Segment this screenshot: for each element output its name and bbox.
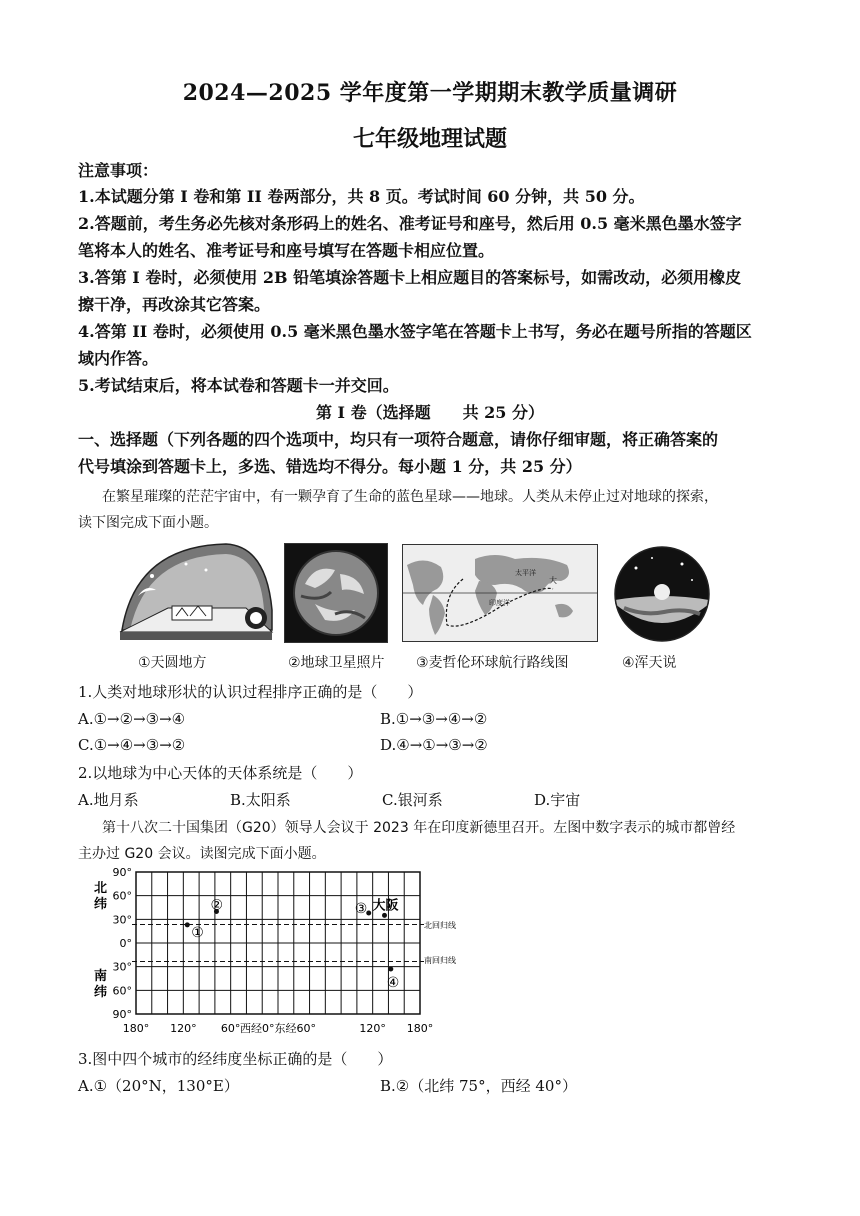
osaka-point: [382, 913, 387, 918]
notice-line-3: 笔将本人的姓名、准考证号和座号填写在答题卡相应位置。: [78, 241, 495, 260]
notice-line-7: 域内作答。: [78, 349, 159, 368]
caption-1: ①天圆地方: [138, 655, 207, 671]
lon-tick-label: 180°: [406, 1022, 434, 1035]
notice-line-5: 擦干净，再改涂其它答案。: [78, 295, 271, 314]
huntian-figure: [612, 544, 712, 644]
q1-option-c: C.①→④→③→②: [78, 736, 186, 754]
tropic-north-label: 北回归线: [424, 921, 456, 930]
q3-option-b: B.②（北纬 75°，西经 40°）: [380, 1077, 577, 1095]
city-point: [185, 922, 190, 927]
passage1-line2: 读下图完成下面小题。: [78, 515, 218, 531]
city-label: ④: [386, 975, 400, 992]
north-lat-char: 纬: [94, 897, 108, 912]
map-label-pacific: 太平洋: [515, 569, 536, 577]
q3-stem: 3.图中四个城市的经纬度坐标正确的是（ ）: [78, 1050, 393, 1068]
lat-tick-label: 60°: [112, 984, 132, 998]
q2-option-a: A.地月系: [78, 791, 139, 809]
notice-line-4: 3.答第 I 卷时，必须使用 2B 铅笔填涂答题卡上相应题目的答案标号，如需改动，必须用橡皮: [78, 268, 742, 287]
lon-tick-label: 60°: [220, 1022, 241, 1035]
q1-option-d: D.④→①→③→②: [380, 736, 488, 754]
lat-tick-label: 60°: [112, 889, 132, 903]
osaka-label: 大阪: [372, 898, 399, 914]
lon-tick-label: 180°: [122, 1022, 150, 1035]
passage2-line2: 主办过 G20 会议。读图完成下面小题。: [78, 846, 326, 862]
q2-option-c: C.银河系: [382, 791, 443, 809]
north-lat-char: 北: [94, 881, 108, 896]
lon-tick-label: 120°: [359, 1022, 386, 1035]
tropic-south-label: 南回归线: [424, 956, 456, 965]
city-point: [388, 967, 393, 972]
q3-option-a: A.①（20°N，130°E）: [78, 1077, 239, 1095]
notice-heading: 注意事项：: [78, 161, 159, 180]
notice-line-2: 2.答题前，考生务必先核对条形码上的姓名、准考证号和座号，然后用 0.5 毫米黑色墨水签字: [78, 214, 742, 233]
south-lat-char: 南: [94, 969, 108, 984]
lon-tick-label: 西经0°东经60°: [240, 1022, 316, 1035]
passage1-line1: 在繁星璀璨的茫茫宇宙中，有一颗孕育了生命的蓝色星球——地球。人类从未停止过对地球的探索，: [102, 489, 718, 505]
q2-stem: 2.以地球为中心天体的天体系统是（ ）: [78, 764, 363, 782]
q2-option-d: D.宇宙: [534, 791, 581, 809]
notice-line-1: 1.本试题分第 I 卷和第 II 卷两部分，共 8 页。考试时间 60 分钟，共 50 分。: [78, 187, 645, 206]
notice-line-8: 5.考试结束后，将本试卷和答题卡一并交回。: [78, 376, 399, 395]
city-label: ③: [354, 901, 368, 918]
q1-option-b: B.①→③→④→②: [380, 710, 488, 728]
q2-option-b: B.太阳系: [230, 791, 291, 809]
lat-tick-label: 30°: [112, 960, 132, 974]
lat-tick-label: 90°: [112, 866, 132, 879]
caption-2: ②地球卫星照片: [288, 655, 385, 671]
lon-tick-label: 120°: [170, 1022, 197, 1035]
exam-title: 2024—2025 学年度第一学期期末教学质量调研: [182, 80, 678, 106]
caption-4: ④浑天说: [622, 655, 677, 671]
satellite-photo-figure: [284, 543, 388, 643]
exam-subtitle: 七年级地理试题: [352, 126, 507, 152]
tianyuan-difang-figure: [116, 540, 276, 644]
city-label: ①: [191, 924, 204, 941]
city-label: ②: [210, 897, 224, 914]
magellan-route-figure: [402, 544, 598, 642]
lat-tick-label: 90°: [112, 1008, 132, 1021]
section-instruction-2: 代号填涂到答题卡上，多选、错选均不得分。每小题 1 分，共 25 分）: [78, 457, 582, 476]
lat-tick-label: 30°: [112, 913, 132, 927]
section-title: 第 I 卷（选择题 共 25 分）: [315, 403, 545, 422]
notice-line-6: 4.答第 II 卷时，必须使用 0.5 毫米黑色墨水签字笔在答题卡上书写，务必在题号所指的答题区: [78, 322, 752, 341]
map-label-da: 大: [549, 576, 557, 585]
caption-3: ③麦哲伦环球航行路线图: [416, 655, 569, 671]
q1-option-a: A.①→②→③→④: [78, 710, 186, 728]
lat-tick-label: 0°: [119, 937, 132, 950]
map-label-indian: 印度洋: [489, 599, 510, 607]
section-instruction-1: 一、选择题（下列各题的四个选项中，均只有一项符合题意，请你仔细审题，将正确答案的: [78, 430, 719, 449]
lat-lon-grid-map: [78, 864, 478, 1040]
south-lat-char: 纬: [94, 985, 108, 1000]
q1-stem: 1.人类对地球形状的认识过程排序正确的是（ ）: [78, 683, 423, 701]
passage2-line1: 第十八次二十国集团（G20）领导人会议于 2023 年在印度新德里召开。左图中数字表示的城市都曾经: [102, 820, 736, 836]
